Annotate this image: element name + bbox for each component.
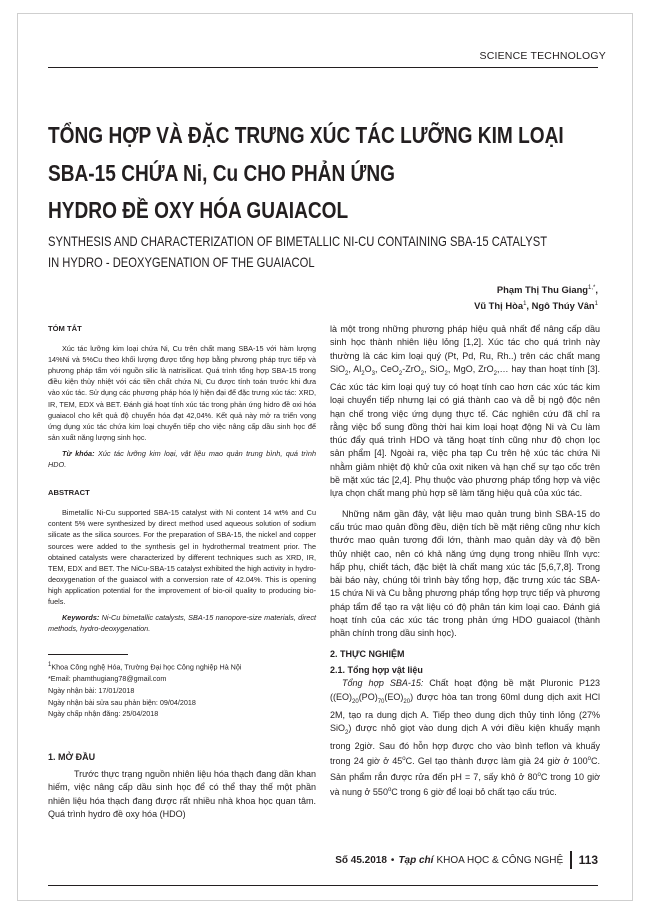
header-rule <box>48 67 598 68</box>
tom-tat-body: Xúc tác lưỡng kim loại chứa Ni, Cu trên chất mang SBA-15 với hàm lượng 14%Ni và 5%Cu theo khối lượng được tổng hợp bằng phương pháp trực tiếp và phương pháp tẩm với nguồn silic là natrisilicat. Quá trình tổng hợp SBA-15 trong điều kiện thủy nhiệt với các tiền chất chứa Ni, Cu được tính toán trước khi đưa vào xúc tác. Sử dụng các phương pháp hóa lý hiện đại để đặc trưng xúc tác: XRD, IR, TEM, EDX và BET. Đánh giá hoạt tính xúc tác trong phản ứng hidro đề oxi hóa guaiacol cho kết quả độ chuyển hóa đạt 42,04%. Kết quả này mở ra triển vọng ứng dụng xúc tác chứa kim loại chuyển tiếp cho việc nâng cấp dầu sinh học để sản xuất năng lượng sinh học. <box>48 344 316 442</box>
abstract-heading: ABSTRACT <box>48 488 90 498</box>
author-3: Ngô Thúy Vân <box>531 300 595 312</box>
accepted-date: Ngày chấp nhận đăng: 25/04/2018 <box>48 709 159 719</box>
affiliation-line: $^1$Khoa Công nghệ Hóa, Trường Đại học Công nghiệp Hà Nội <box>48 662 242 672</box>
author-1-affil: 1,* <box>588 285 596 291</box>
author-line-2: Vũ Thị Hòa$^1$, Ngô Thúy Vân$^1$ <box>474 300 598 312</box>
title-english <box>48 231 548 272</box>
abstract-body: Bimetallic Ni-Cu supported SBA-15 catalyst with Ni content 14 wt% and Cu content 5% were synthesized by direct method used aqueous solution of sodium silicate as the silica sources. For the preparation of SBA-15, the nickel and copper sources were added to the synthesis gel in hydrothermal treatment prior. The obtained catalysts were characterized by different techniques such as XRD, IR, TEM, EDX and BET. The NiCu-SBA-15 catalyst exhibited the high activity in hydro-deoxygenation of the guaiacol with a conversion rate of 42.04%. This is opening high application potential for the improvement of bio-oil quality to producing bio-fuels. <box>48 508 316 606</box>
section-2-1-heading: 2.1. Tổng hợp vật liệu <box>330 664 423 675</box>
footer-separator <box>570 851 572 869</box>
right-column <box>330 323 600 799</box>
tom-tat-heading: TÓM TẮT <box>48 324 82 333</box>
right-paragraph-3: Tổng hợp SBA-15: Chất hoạt động bề mặt Pluronic P123 $((EO)_{20}(PO)_{70}(EO)_{20})$ được hòa tan trong 60ml dung dịch axit HCl 2M, tạo ra dung dịch A. Tiếp theo dung dịch thủy tinh lỏng (27% SiO$_2$) được nhỏ giọt vào dung dịch A với điều kiện khuấy mạnh trong 2giờ. Sau đó hỗn hợp được cho vào bình teflon và khuấy trong 24 giờ ở 45$^o$C. Gel tạo thành được làm già 24 giờ ở 100$^o$C. Sản phẩm rắn được rửa đến pH = 7, sấy khô ở 80$^o$C trong 10 giờ và nung ở 550$^o$C trong 6 giờ để loại bỏ chất tạo cấu trúc. <box>330 678 600 797</box>
authors <box>474 281 598 313</box>
journal-name: KHOA HỌC & CÔNG NGHỆ <box>436 854 564 866</box>
title-vi-line-2: SBA-15 CHỨA Ni, Cu CHO PHẢN ỨNG <box>48 159 396 186</box>
section-1-heading: 1. MỞ ĐẦU <box>48 752 96 762</box>
received-date: Ngày nhận bài: 17/01/2018 <box>48 685 135 695</box>
issue-number: Số 45.2018 <box>335 854 387 866</box>
page-number: 113 <box>578 853 598 867</box>
title-en-line-1: SYNTHESIS AND CHARACTERIZATION OF BIMETALLIC NI-CU CONTAINING SBA-15 CATALYST <box>48 233 548 249</box>
author-2-affil: 1 <box>523 301 527 308</box>
abstract-keywords: Keywords: Ni-Cu bimetallic catalysts, SBA-15 nanopore-size materials, direct methods, hydro-deoxygenation. <box>48 613 316 634</box>
title-en-line-2: IN HYDRO - DEOXYGENATION OF THE GUAIACOL <box>48 253 315 270</box>
journal-prefix: Tạp chí <box>398 854 434 866</box>
author-line-1: Phạm Thị Thu Giang$^{1,*}$, <box>496 284 598 296</box>
affiliation-block <box>48 660 316 720</box>
title-vi-line-1: TỔNG HỢP VÀ ĐẶC TRƯNG XÚC TÁC LƯỠNG KIM LOẠI <box>48 122 564 148</box>
affiliation-rule <box>48 654 128 655</box>
revised-date: Ngày nhận bài sửa sau phản biện: 09/04/2018 <box>48 697 196 707</box>
title-vi-line-3: HYDRO ĐỀ OXY HÓA GUAIACOL <box>48 197 349 223</box>
page-footer <box>335 851 598 869</box>
title-vietnamese <box>48 117 564 230</box>
right-paragraph-2: Những năm gần đây, vật liệu mao quản trung bình SBA-15 do cấu trúc mao quản đồng đều, diện tích bề mặt riêng cũng như kích thước mao quản tương đối lớn, thành mao quản dày và độ bền thủy nhiệt cao, nên có khả năng ứng dụng trong nhiều lĩnh vực: hấp phụ, chiết tách, đặc biệt là chất mang xúc tác [5,6,7,8]. Trong bài báo này, chúng tôi trình bày tổng hợp, đặc trưng xúc tác SBA-15 chứa Ni và Cu bằng phương pháp tổng hợp trực tiếp và phương pháp tẩm để tạo ra vật liệu có độ phân tán kim loại cao. Đánh giá hoạt tính của các xúc tác trong phản ứng HDO guaiacol (thành phần chính trong dầu sinh học). <box>330 508 600 639</box>
email-line: *Email: phamthugiang78@gmail.com <box>48 674 167 684</box>
section-2-heading: 2. THỰC NGHIỆM <box>330 648 405 659</box>
author-1: Phạm Thị Thu Giang <box>496 284 589 296</box>
left-column <box>48 323 316 634</box>
tom-tat-keywords: Từ khóa: Xúc tác lưỡng kim loại, vật liệu mao quản trung bình, quá trình HDO. <box>48 448 316 470</box>
author-2: Vũ Thị Hòa <box>474 300 524 312</box>
right-paragraph-1: là một trong những phương pháp hiệu quả nhất để nâng cấp dầu sinh học thành nhiên liệu lỏng [1,2]. Xúc tác cho quá trình này thường là các kim loại quý (Pt, Pd, Ru, Rh..) trên các chất mang SiO$_2$, $Al_2O_3$, CeO$_2$-ZrO$_2$, SiO$_2$, MgO, ZrO$_2$,… hay than hoạt tính [3]. Các xúc tác kim loại quý tuy có hoạt tính cao hơn các xúc tác kim loại chuyển tiếp nhưng lại có giá thành cao và dễ bị ngộ độc nên hạn chế trong việc ứng dụng thực tế. Các nghiên cứu đã chỉ ra rằng việc bổ sung đồng thời hai kim loại hoạt động Ni và Cu làm thúc đẩy quá trình HDO và tăng hoạt tính cũng như độ chọn lọc sản phẩm [4]. Ngoài ra, việc pha tạp Cu trên hệ xúc tác chứa Ni nhằm giảm nhiệt độ khử của oxit niken và hạn chế sự tạo cốc trên bề mặt xúc tác [2,4]. Phụ thuộc vào phương pháp tổng hợp và việc lựa chọn chất mang phù hợp sẽ làm tăng hiệu quả của xúc tác. <box>330 324 600 499</box>
author-3-affil: 1 <box>594 301 598 308</box>
footer-bullet: • <box>390 854 395 866</box>
section-label: SCIENCE TECHNOLOGY <box>479 50 606 62</box>
footer-rule <box>48 885 598 886</box>
section-1-body <box>48 768 316 822</box>
section-1-paragraph: Trước thực trạng nguồn nhiên liệu hóa thạch đang dần khan hiếm, việc nâng cấp dầu sinh học để có thể thay thế một phần nhiên liệu hóa thạch đang được rất nhiều nhà khoa học quan tâm. Quá trình hydro đề oxy hóa (HDO) <box>48 769 316 820</box>
